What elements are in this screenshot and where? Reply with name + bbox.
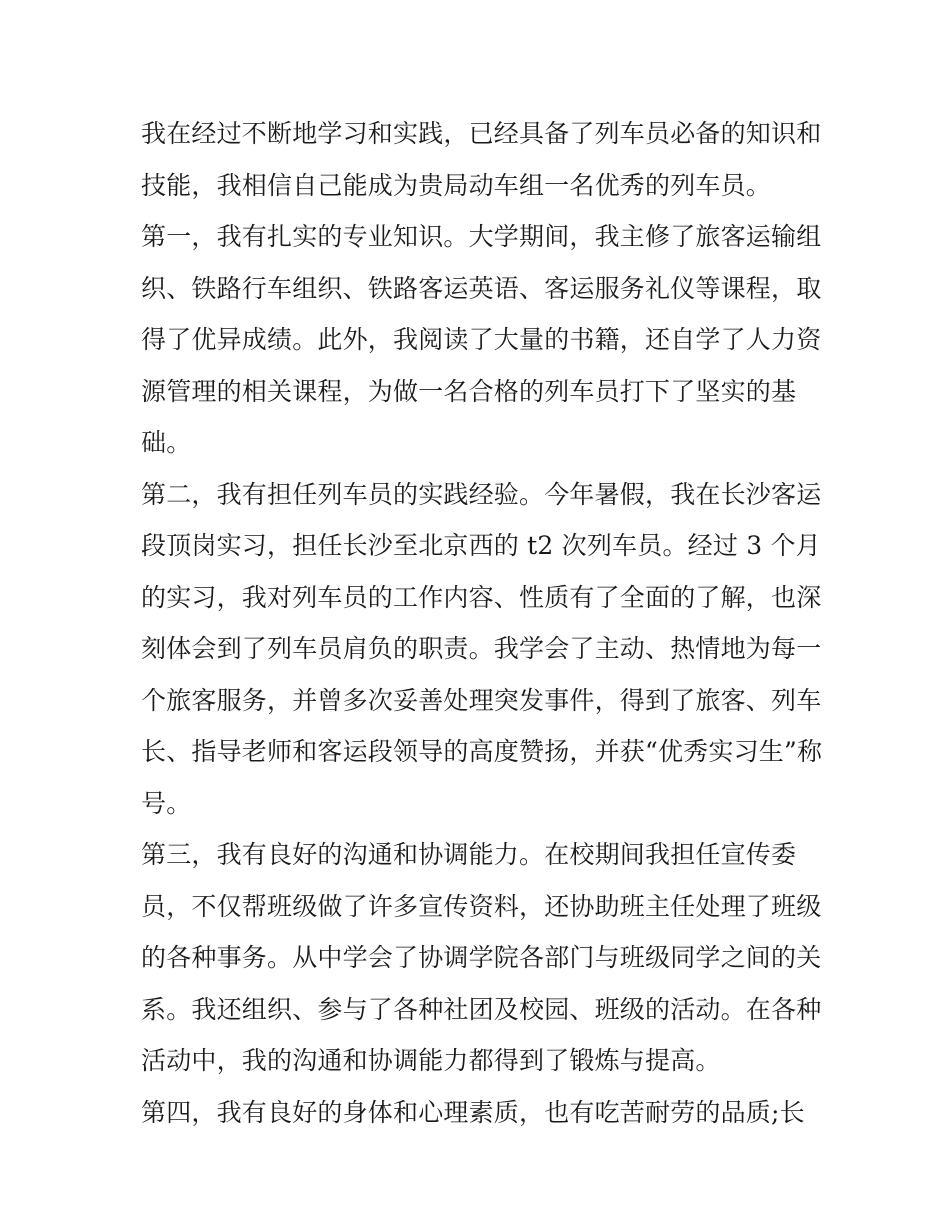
text-line: 长、指导老师和客运段领导的高度赞扬，并获“优秀实习生”称 bbox=[141, 737, 823, 766]
text-line: 第一，我有扎实的专业知识。大学期间，我主修了旅客运输组 bbox=[141, 222, 822, 251]
text-line: 号。 bbox=[141, 788, 192, 818]
text-line: 第四，我有良好的身体和心理素质，也有吃苦耐劳的品质;长 bbox=[141, 1097, 805, 1127]
text-line: 我在经过不断地学习和实践，已经具备了列车员必备的知识和 bbox=[141, 119, 822, 148]
text-line: 得了优异成绩。此外，我阅读了大量的书籍，还自学了人力资 bbox=[141, 325, 822, 354]
text-line: 的实习，我对列车员的工作内容、性质有了全面的了解，也深 bbox=[141, 582, 822, 612]
text-line: 的各种事务。从中学会了协调学院各部门与班级同学之间的关 bbox=[141, 943, 822, 972]
text-line: 活动中，我的沟通和协调能力都得到了锻炼与提高。 bbox=[141, 1046, 721, 1075]
text-line: 段顶岗实习，担任长沙至北京西的 t2 次列车员。经过 3 个月 bbox=[141, 531, 821, 560]
text-line: 员，不仅帮班级做了许多宣传资料，还协助班主任处理了班级 bbox=[141, 891, 822, 921]
text-line: 系。我还组织、参与了各种社团及校园、班级的活动。在各种 bbox=[141, 994, 822, 1024]
text-line: 第二，我有担任列车员的实践经验。今年暑假，我在长沙客运 bbox=[141, 479, 822, 509]
text-line: 织、铁路行车组织、铁路客运英语、客运服务礼仪等课程，取 bbox=[141, 273, 822, 303]
text-line: 技能，我相信自己能成为贵局动车组一名优秀的列车员。 bbox=[141, 170, 772, 200]
text-line: 第三，我有良好的沟通和协调能力。在校期间我担任宣传委 bbox=[141, 840, 797, 869]
text-line: 源管理的相关课程，为做一名合格的列车员打下了坚实的基 bbox=[141, 376, 797, 406]
body-text bbox=[141, 108, 821, 1138]
text-line: 刻体会到了列车员肩负的职责。我学会了主动、热情地为每一 bbox=[141, 634, 822, 663]
text-line: 个旅客服务，并曾多次妥善处理突发事件，得到了旅客、列车 bbox=[141, 685, 822, 715]
text-line: 础。 bbox=[141, 428, 192, 457]
